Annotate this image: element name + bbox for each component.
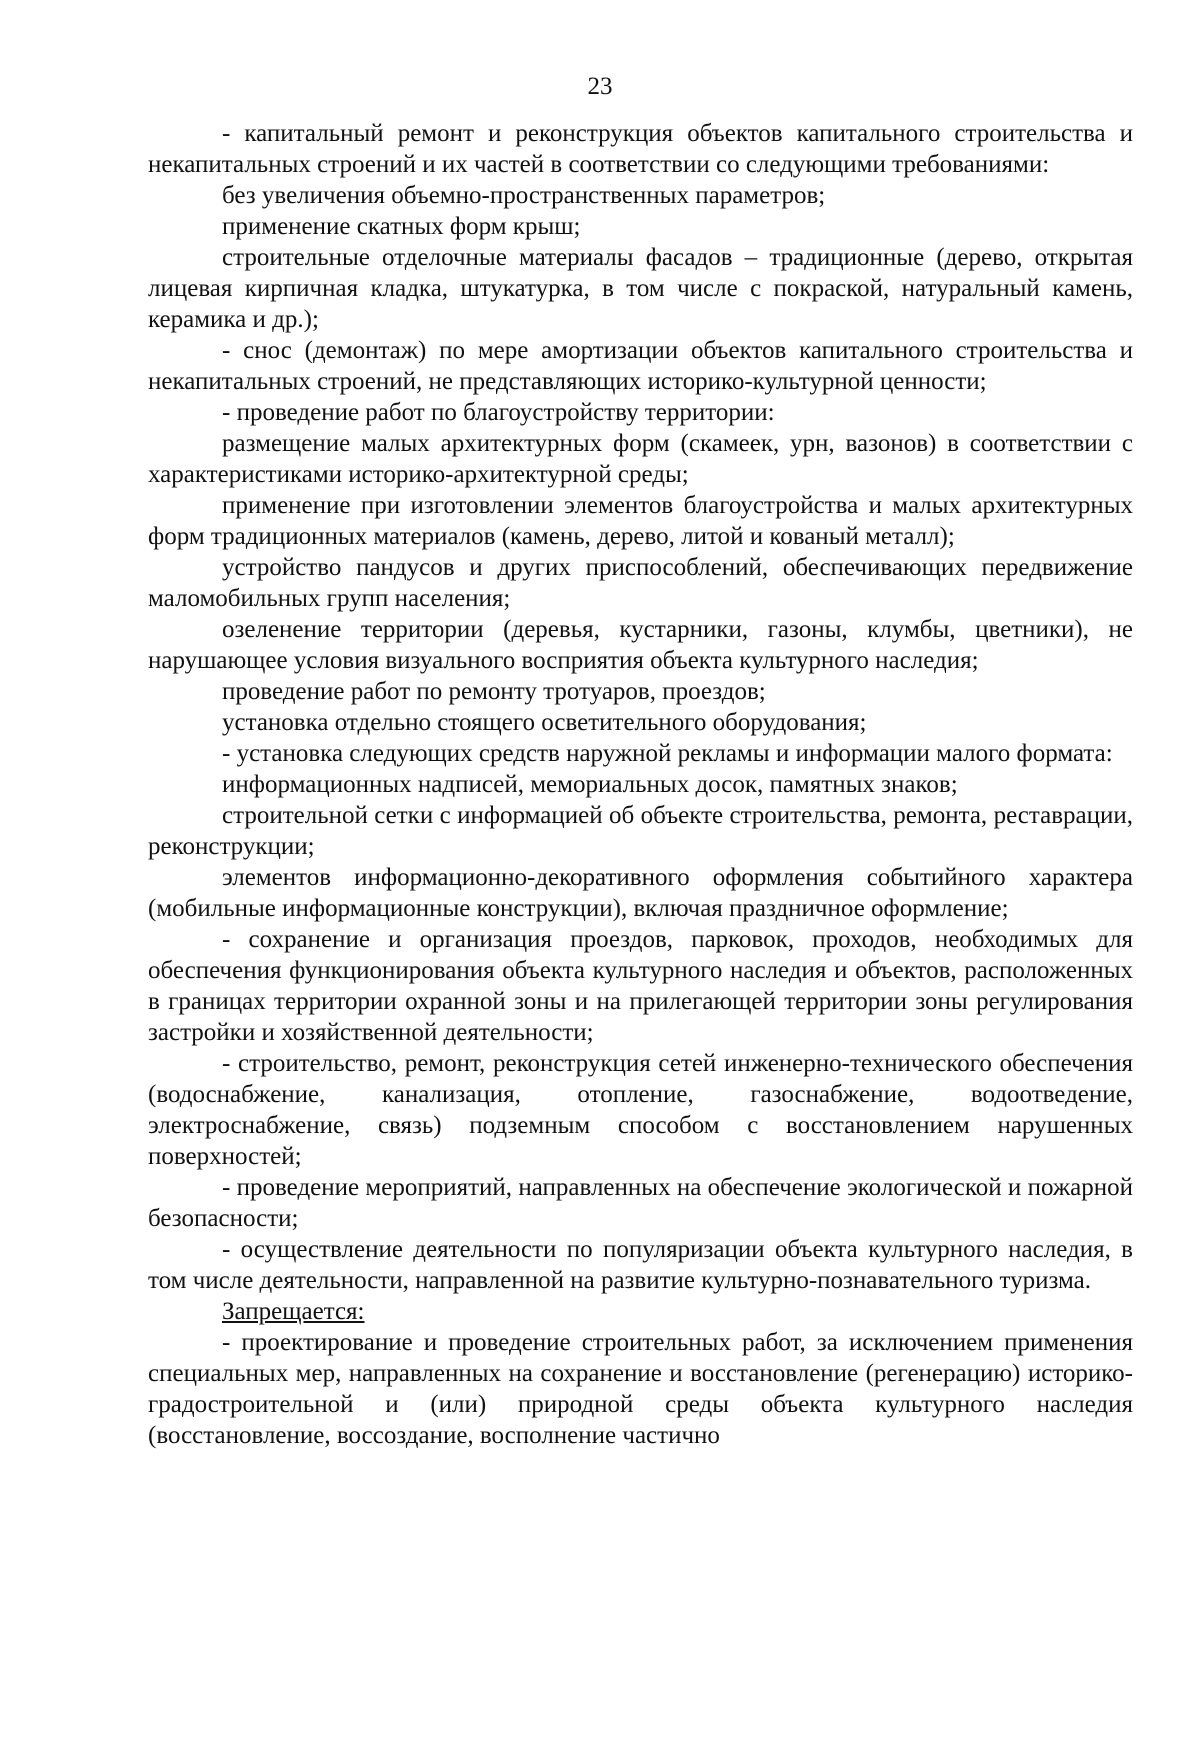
section-heading-prohibited — [148, 1296, 1133, 1327]
page-number: 23 — [587, 73, 613, 100]
paragraph: - установка следующих средств наружной рекламы и информации малого формата: — [222, 740, 1113, 767]
paragraph: - строительство, ремонт, реконструкция сетей инженерно-технического обеспечения (водоснабжение, канализация, отопление, газоснабжение, водоотведение, электроснабжение, связь) подземным способом с восстановлением нарушенных поверхностей; — [148, 1050, 1133, 1170]
paragraph: устройство пандусов и других приспособлений, обеспечивающих передвижение маломобильных групп населения; — [148, 554, 1133, 612]
paragraph: озеленение территории (деревья, кустарники, газоны, клумбы, цветники), не нарушающее условия визуального восприятия объекта культурного наследия; — [148, 616, 1133, 674]
paragraph: без увеличения объемно-пространственных параметров; — [222, 182, 826, 209]
underlined-heading: Запрещается: — [222, 1298, 365, 1325]
paragraph: - проектирование и проведение строительных работ, за исключением применения специальных мер, направленных на сохранение и восстановление (регенерацию) историко-градостроительной и (или) природной среды объекта культурного наследия (восстановление, воссоздание, восполнение частично — [148, 1329, 1133, 1449]
paragraph: применение при изготовлении элементов благоустройства и малых архитектурных форм традиционных материалов (камень, дерево, литой и кованый металл); — [148, 492, 1133, 550]
paragraph: строительные отделочные материалы фасадов – традиционные (дерево, открытая лицевая кирпичная кладка, штукатурка, в том числе с покраской, натуральный камень, керамика и др.); — [148, 244, 1133, 333]
paragraph: информационных надписей, мемориальных досок, памятных знаков; — [222, 771, 958, 798]
paragraph: проведение работ по ремонту тротуаров, проездов; — [222, 678, 766, 705]
document-body — [148, 118, 1133, 1451]
paragraph: - сохранение и организация проездов, парковок, проходов, необходимых для обеспечения функционирования объекта культурного наследия и объектов, расположенных в границах территории охранной зоны и на прилегающей территории зоны регулирования застройки и хозяйственной деятельности; — [148, 926, 1133, 1046]
paragraph: строительной сетки с информацией об объекте строительства, ремонта, реставрации, реконструкции; — [148, 802, 1133, 860]
paragraph: - проведение мероприятий, направленных на обеспечение экологической и пожарной безопасности; — [148, 1174, 1133, 1232]
paragraph: - осуществление деятельности по популяризации объекта культурного наследия, в том числе деятельности, направленной на развитие культурно-познавательного туризма. — [148, 1236, 1133, 1294]
paragraph: размещение малых архитектурных форм (скамеек, урн, вазонов) в соответствии с характеристиками историко-архитектурной среды; — [148, 430, 1133, 488]
paragraph: установка отдельно стоящего осветительного оборудования; — [222, 709, 867, 736]
paragraph: - снос (демонтаж) по мере амортизации объектов капитального строительства и некапитальных строений, не представляющих историко-культурной ценности; — [148, 337, 1133, 395]
paragraph: - капитальный ремонт и реконструкция объектов капитального строительства и некапитальных строений и их частей в соответствии со следующими требованиями: — [148, 120, 1133, 178]
paragraph: элементов информационно-декоративного оформления событийного характера (мобильные информационные конструкции), включая праздничное оформление; — [148, 864, 1133, 922]
paragraph: применение скатных форм крыш; — [222, 213, 581, 240]
paragraph: - проведение работ по благоустройству территории: — [222, 399, 775, 426]
